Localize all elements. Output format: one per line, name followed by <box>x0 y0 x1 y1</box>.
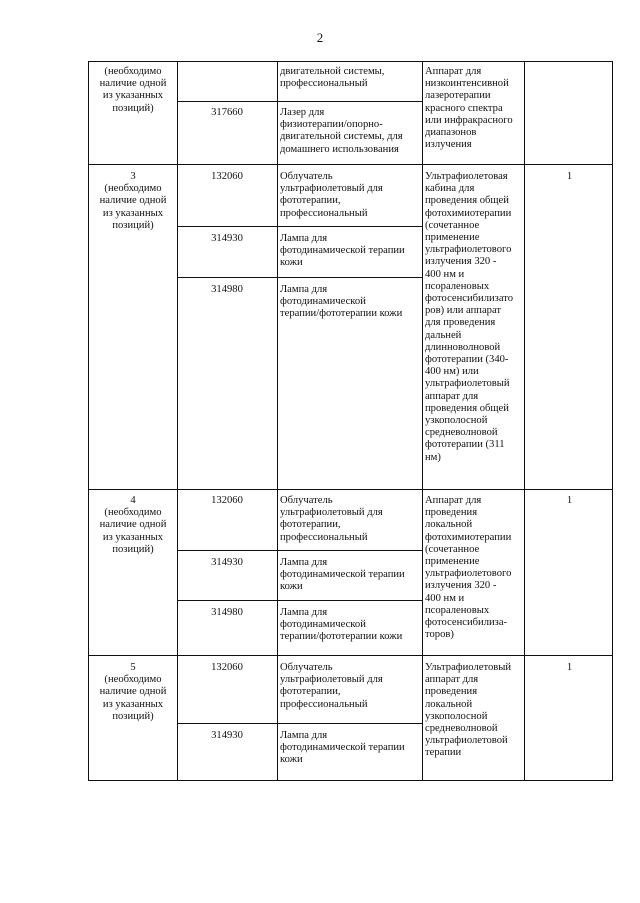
item-code: 314930 <box>211 233 243 244</box>
equipment-description: Аппарат для низкоинтенсивной лазеротерапии красного спектра или инфракрасного диапазонов излучения <box>425 66 513 151</box>
item-name: Лампа для фотодинамической терапии/фототерапии кожи <box>280 607 403 643</box>
table-border-bottom <box>88 780 613 781</box>
item-code: 314980 <box>211 284 243 295</box>
equipment-description: Ультрафиолетовая кабина для проведения общей фотохимиотерапии (сочетанное применение ультрафиолетового излучения 320 - 400 нм и псораленовых фотосенсибилизато ров) или аппарат для проведения дальней длинноволновой фототерапии (340- 400 нм) или ультрафиолетовый аппарат для проведения общей узкополосной средневолновой фототерапии (311 нм) <box>425 171 514 463</box>
row-separator <box>177 550 422 551</box>
page-number: 2 <box>316 30 324 45</box>
item-code: 132060 <box>211 662 243 673</box>
column-divider <box>422 61 423 781</box>
row-separator <box>88 655 613 656</box>
item-code: 314930 <box>211 730 243 741</box>
position-label: 3 (необходимо наличие одной из указанных позиций) <box>99 171 167 231</box>
item-name: Облучатель ультрафиолетовый для фототерапии, профессиональный <box>280 495 383 543</box>
position-label: 5 (необходимо наличие одной из указанных позиций) <box>99 662 167 722</box>
row-separator <box>177 101 422 102</box>
row-separator <box>177 723 422 724</box>
item-code: 314930 <box>211 557 243 568</box>
item-code: 314980 <box>211 607 243 618</box>
item-code: 132060 <box>211 495 243 506</box>
position-label: 4 (необходимо наличие одной из указанных позиций) <box>99 495 167 555</box>
item-code: 317660 <box>211 107 243 118</box>
equipment-description: Аппарат для проведения локальной фотохимиотерапии (сочетанное применение ультрафиолетового излучения 320 - 400 нм и псораленовых фотосенсибилиза- торов) <box>425 495 512 641</box>
column-divider <box>277 61 278 781</box>
quantity: 1 <box>566 495 573 506</box>
table-border-top <box>88 61 613 62</box>
equipment-table <box>88 61 613 781</box>
column-divider <box>177 61 178 781</box>
position-label: (необходимо наличие одной из указанных позиций) <box>99 66 167 114</box>
row-separator <box>88 489 613 490</box>
item-name: Лампа для фотодинамической терапии кожи <box>280 233 405 269</box>
row-separator <box>177 600 422 601</box>
item-code: 132060 <box>211 171 243 182</box>
row-separator <box>177 277 422 278</box>
item-name: Облучатель ультрафиолетовый для фототерапии, профессиональный <box>280 171 383 219</box>
equipment-description: Ультрафиолетовый аппарат для проведения локальной узкополосной средневолновой ультрафиолетовой терапии <box>425 662 512 759</box>
item-name: Лампа для фотодинамической терапии кожи <box>280 730 405 766</box>
item-name: Облучатель ультрафиолетовый для фототерапии, профессиональный <box>280 662 383 710</box>
item-name: двигательной системы, профессиональный <box>280 66 385 90</box>
quantity: 1 <box>566 662 573 673</box>
quantity: 1 <box>566 171 573 182</box>
row-separator <box>177 226 422 227</box>
item-name: Лампа для фотодинамической терапии кожи <box>280 557 405 593</box>
row-separator <box>88 164 613 165</box>
item-name: Лазер для физиотерапии/опорно- двигательной системы, для домашнего использования <box>280 107 403 155</box>
item-name: Лампа для фотодинамической терапии/фототерапии кожи <box>280 284 403 320</box>
